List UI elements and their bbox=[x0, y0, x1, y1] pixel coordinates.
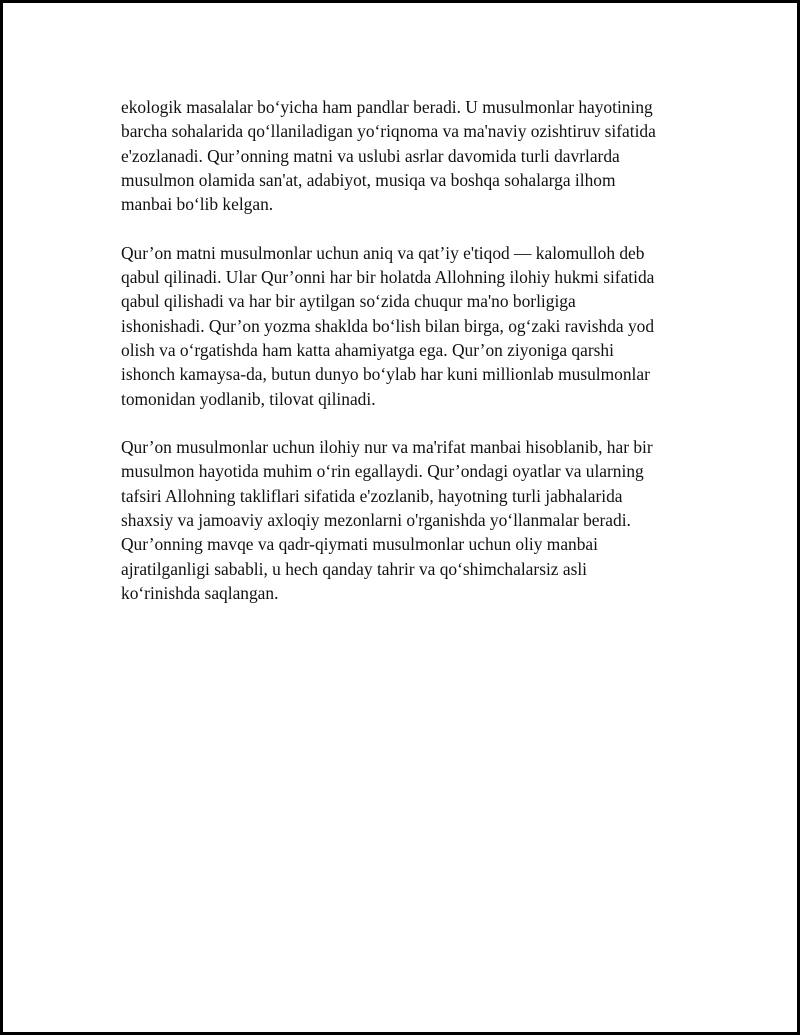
paragraph-2: Qur’on matni musulmonlar uchun aniq va qat’iy e'tiqod — kalomulloh deb qabul qilinadi. Ular Qur’onni har bir holatda Allohning ilohiy hukmi sifatida qabul qilishadi va har bir aytilgan so‘zida chuqur ma'no borligiga ishonishadi. Qur’on yozma shaklda bo‘lish bilan birga, og‘zaki ravishda yod olish va o‘rgatishda ham katta ahamiyatga ega. Qur’on ziyoniga qarshi ishonch kamaysa-da, butun dunyo bo‘ylab har kuni millionlab musulmonlar tomonidan yodlanib, tilovat qilinadi. bbox=[121, 242, 655, 409]
document-body bbox=[121, 95, 701, 630]
paragraph-3: Qur’on musulmonlar uchun ilohiy nur va ma'rifat manbai hisoblanib, har bir musulmon hayotida muhim o‘rin egallaydi. Qur’ondagi oyatlar va ularning tafsiri Allohning takliflari sifatida e'zozlanib, hayotning turli jabhalarida shaxsiy va jamoaviy axloqiy mezonlarni o'rganishda yo‘llanmalar beradi. Qur’onning mavqe va qadr-qiymati musulmonlar uchun oliy manbai ajratilganligi sababli, u hech qanday tahrir va qo‘shimchalarsiz asli ko‘rinishda saqlangan. bbox=[121, 437, 653, 603]
paragraph-1: ekologik masalalar bo‘yicha ham pandlar beradi. U musulmonlar hayotining barcha sohalarida qo‘llaniladigan yo‘riqnoma va ma'naviy ozishtiruv sifatida e'zozlanadi. Qur’onning matni va uslubi asrlar davomida turli davrlarda musulmon olamida san'at, adabiyot, musiqa va boshqa sohalarga ilhom manbai bo‘lib kelgan. bbox=[121, 97, 656, 215]
